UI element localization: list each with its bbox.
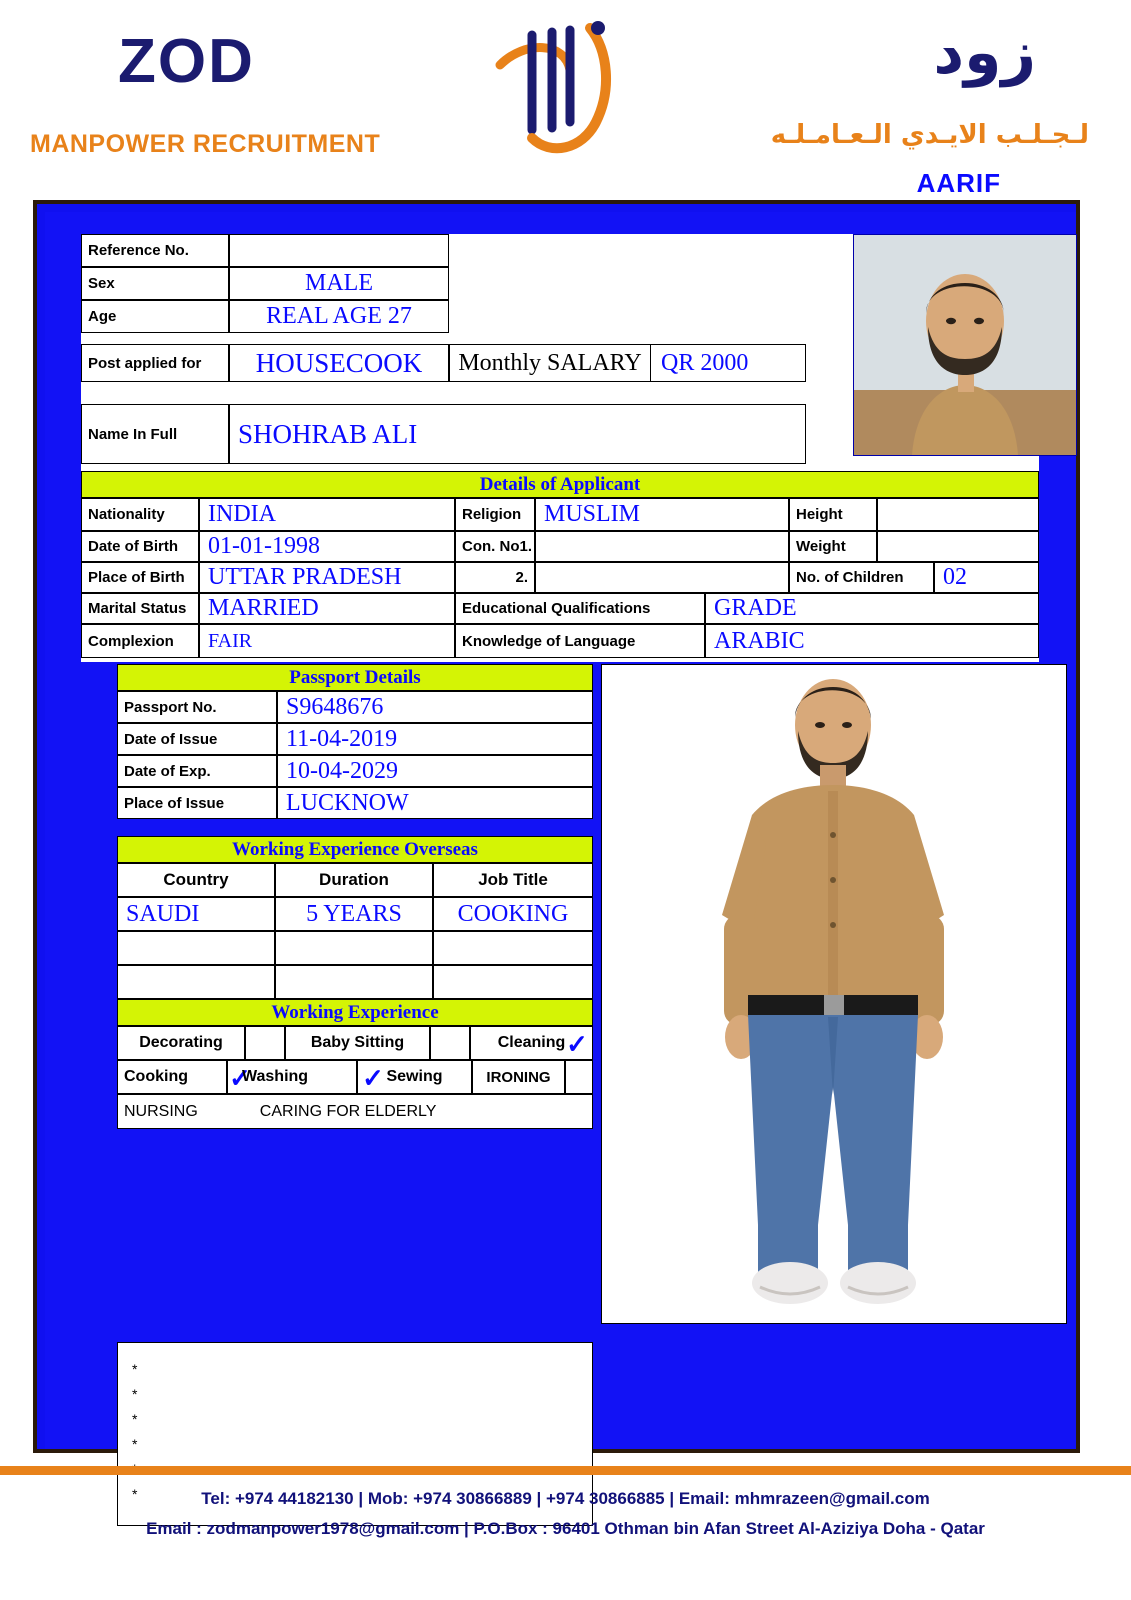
list-item: * — [132, 1386, 138, 1402]
age-label: Age — [81, 300, 229, 333]
skill-label-baby-sitting: Baby Sitting — [285, 1026, 430, 1060]
footer-line-2: Email : zodmanpower1978@gmail.com | P.O.Box : 96401 Othman bin Afan Street Al-Aziziya Doha - Qatar — [146, 1519, 985, 1538]
skill-check-ironing[interactable] — [565, 1060, 593, 1094]
brand-tagline: MANPOWER RECRUITMENT — [30, 130, 381, 158]
overseas-section-title: Working Experience Overseas — [117, 836, 593, 863]
list-item: * — [132, 1361, 138, 1377]
table-row-job-0[interactable]: COOKING — [433, 897, 593, 931]
skill-label-caring-elderly: CARING FOR ELDERLY — [259, 1102, 437, 1120]
zod-swirl-logo-icon — [470, 10, 680, 170]
footer-divider — [0, 1466, 1131, 1475]
education-value[interactable]: GRADE — [705, 593, 1039, 624]
height-value[interactable] — [877, 498, 1039, 531]
overseas-table — [117, 863, 593, 999]
brand-name-arabic: زود — [933, 18, 1036, 88]
skill-label-nursing: NURSING — [124, 1102, 198, 1120]
date-of-birth-label: Date of Birth — [81, 531, 199, 562]
applicant-full-length-photo — [601, 664, 1067, 1324]
skill-check-cooking[interactable]: ✓ — [229, 1062, 251, 1093]
marital-status-value[interactable]: MARRIED — [199, 593, 455, 624]
skill-label-decorating: Decorating — [117, 1026, 245, 1060]
skill-label-cleaning: Cleaning — [470, 1026, 593, 1060]
brand-name: ZOD — [118, 27, 255, 96]
table-row-duration-0[interactable]: 5 YEARS — [275, 897, 433, 931]
page-header — [0, 0, 1131, 198]
place-of-birth-label: Place of Birth — [81, 562, 199, 593]
post-applied-label: Post applied for — [81, 344, 229, 382]
agent-name: AARIF — [916, 168, 1001, 198]
post-applied-value[interactable]: HOUSECOOK — [229, 344, 449, 382]
passport-no-value[interactable]: S9648676 — [277, 691, 593, 723]
passport-table — [117, 691, 593, 819]
name-in-full-label: Name In Full — [81, 404, 229, 464]
contact-no1-label: Con. No1. — [455, 531, 535, 562]
details-section-title: Details of Applicant — [81, 471, 1039, 498]
monthly-salary-label: Monthly SALARY — [449, 344, 651, 382]
weight-label: Weight — [789, 531, 877, 562]
skills-table — [117, 1026, 593, 1129]
passport-no-label: Passport No. — [117, 691, 277, 723]
complexion-label: Complexion — [81, 624, 199, 658]
list-item: * — [132, 1486, 138, 1502]
skill-label-sewing: Sewing — [357, 1060, 472, 1094]
applicant-headshot — [853, 234, 1077, 456]
education-label: Educational Qualifications — [455, 593, 705, 624]
skill-label-ironing: IRONING — [472, 1060, 565, 1094]
brand-tagline-arabic: لـجـلـب الايـدي الـعـامـلـه — [770, 120, 1089, 150]
name-in-full-value[interactable]: SHOHRAB ALI — [229, 404, 806, 464]
footer-line-1: Tel: +974 44182130 | Mob: +974 30866889 | +974 30866885 | Email: mhmrazeen@gmail.com — [201, 1489, 930, 1508]
passport-exp-label: Date of Exp. — [117, 755, 277, 787]
table-row-country-1[interactable] — [117, 931, 275, 965]
religion-label: Religion — [455, 498, 535, 531]
contact-no2-value[interactable] — [535, 562, 789, 593]
passport-issue-label: Date of Issue — [117, 723, 277, 755]
age-value[interactable]: REAL AGE 27 — [229, 300, 449, 333]
skill-check-baby-sitting[interactable] — [430, 1026, 470, 1060]
children-value[interactable]: 02 — [934, 562, 1039, 593]
passport-issue-value[interactable]: 11-04-2019 — [277, 723, 593, 755]
language-label: Knowledge of Language — [455, 624, 705, 658]
height-label: Height — [789, 498, 877, 531]
passport-place-label: Place of Issue — [117, 787, 277, 819]
nationality-label: Nationality — [81, 498, 199, 531]
reference-no-label: Reference No. — [81, 234, 229, 267]
skill-row-nursing — [117, 1094, 593, 1129]
passport-place-value[interactable]: LUCKNOW — [277, 787, 593, 819]
sex-value[interactable]: MALE — [229, 267, 449, 300]
overseas-header-job: Job Title — [433, 863, 593, 897]
monthly-salary-value[interactable]: QR 2000 — [651, 344, 806, 382]
skill-check-decorating[interactable] — [245, 1026, 285, 1060]
overseas-header-duration: Duration — [275, 863, 433, 897]
passport-exp-value[interactable]: 10-04-2029 — [277, 755, 593, 787]
sex-label: Sex — [81, 267, 229, 300]
weight-value[interactable] — [877, 531, 1039, 562]
place-of-birth-value[interactable]: UTTAR PRADESH — [199, 562, 455, 593]
complexion-value[interactable]: FAIR — [199, 624, 455, 658]
skill-check-washing[interactable]: ✓ — [362, 1062, 384, 1093]
nationality-value[interactable]: INDIA — [199, 498, 455, 531]
table-row-country-2[interactable] — [117, 965, 275, 999]
footer-contact — [0, 1484, 1131, 1544]
table-row-country-0[interactable]: SAUDI — [117, 897, 275, 931]
skill-label-cooking: Cooking — [117, 1060, 227, 1094]
table-row-duration-1[interactable] — [275, 931, 433, 965]
table-row-duration-2[interactable] — [275, 965, 433, 999]
passport-section-title: Passport Details — [117, 664, 593, 691]
list-item: * — [132, 1411, 138, 1427]
language-value[interactable]: ARABIC — [705, 624, 1039, 658]
religion-value[interactable]: MUSLIM — [535, 498, 789, 531]
skills-section-title: Working Experience — [117, 999, 593, 1026]
skill-check-cleaning[interactable]: ✓ — [566, 1028, 588, 1059]
skill-label-washing: Washing — [227, 1060, 357, 1094]
date-of-birth-value[interactable]: 01-01-1998 — [199, 531, 455, 562]
table-row-job-2[interactable] — [433, 965, 593, 999]
reference-no-value[interactable] — [229, 234, 449, 267]
overseas-header-country: Country — [117, 863, 275, 897]
marital-status-label: Marital Status — [81, 593, 199, 624]
list-item: * — [132, 1436, 138, 1452]
contact-no1-value[interactable] — [535, 531, 789, 562]
contact-no2-label: 2. — [455, 562, 535, 593]
children-label: No. of Children — [789, 562, 934, 593]
table-row-job-1[interactable] — [433, 931, 593, 965]
